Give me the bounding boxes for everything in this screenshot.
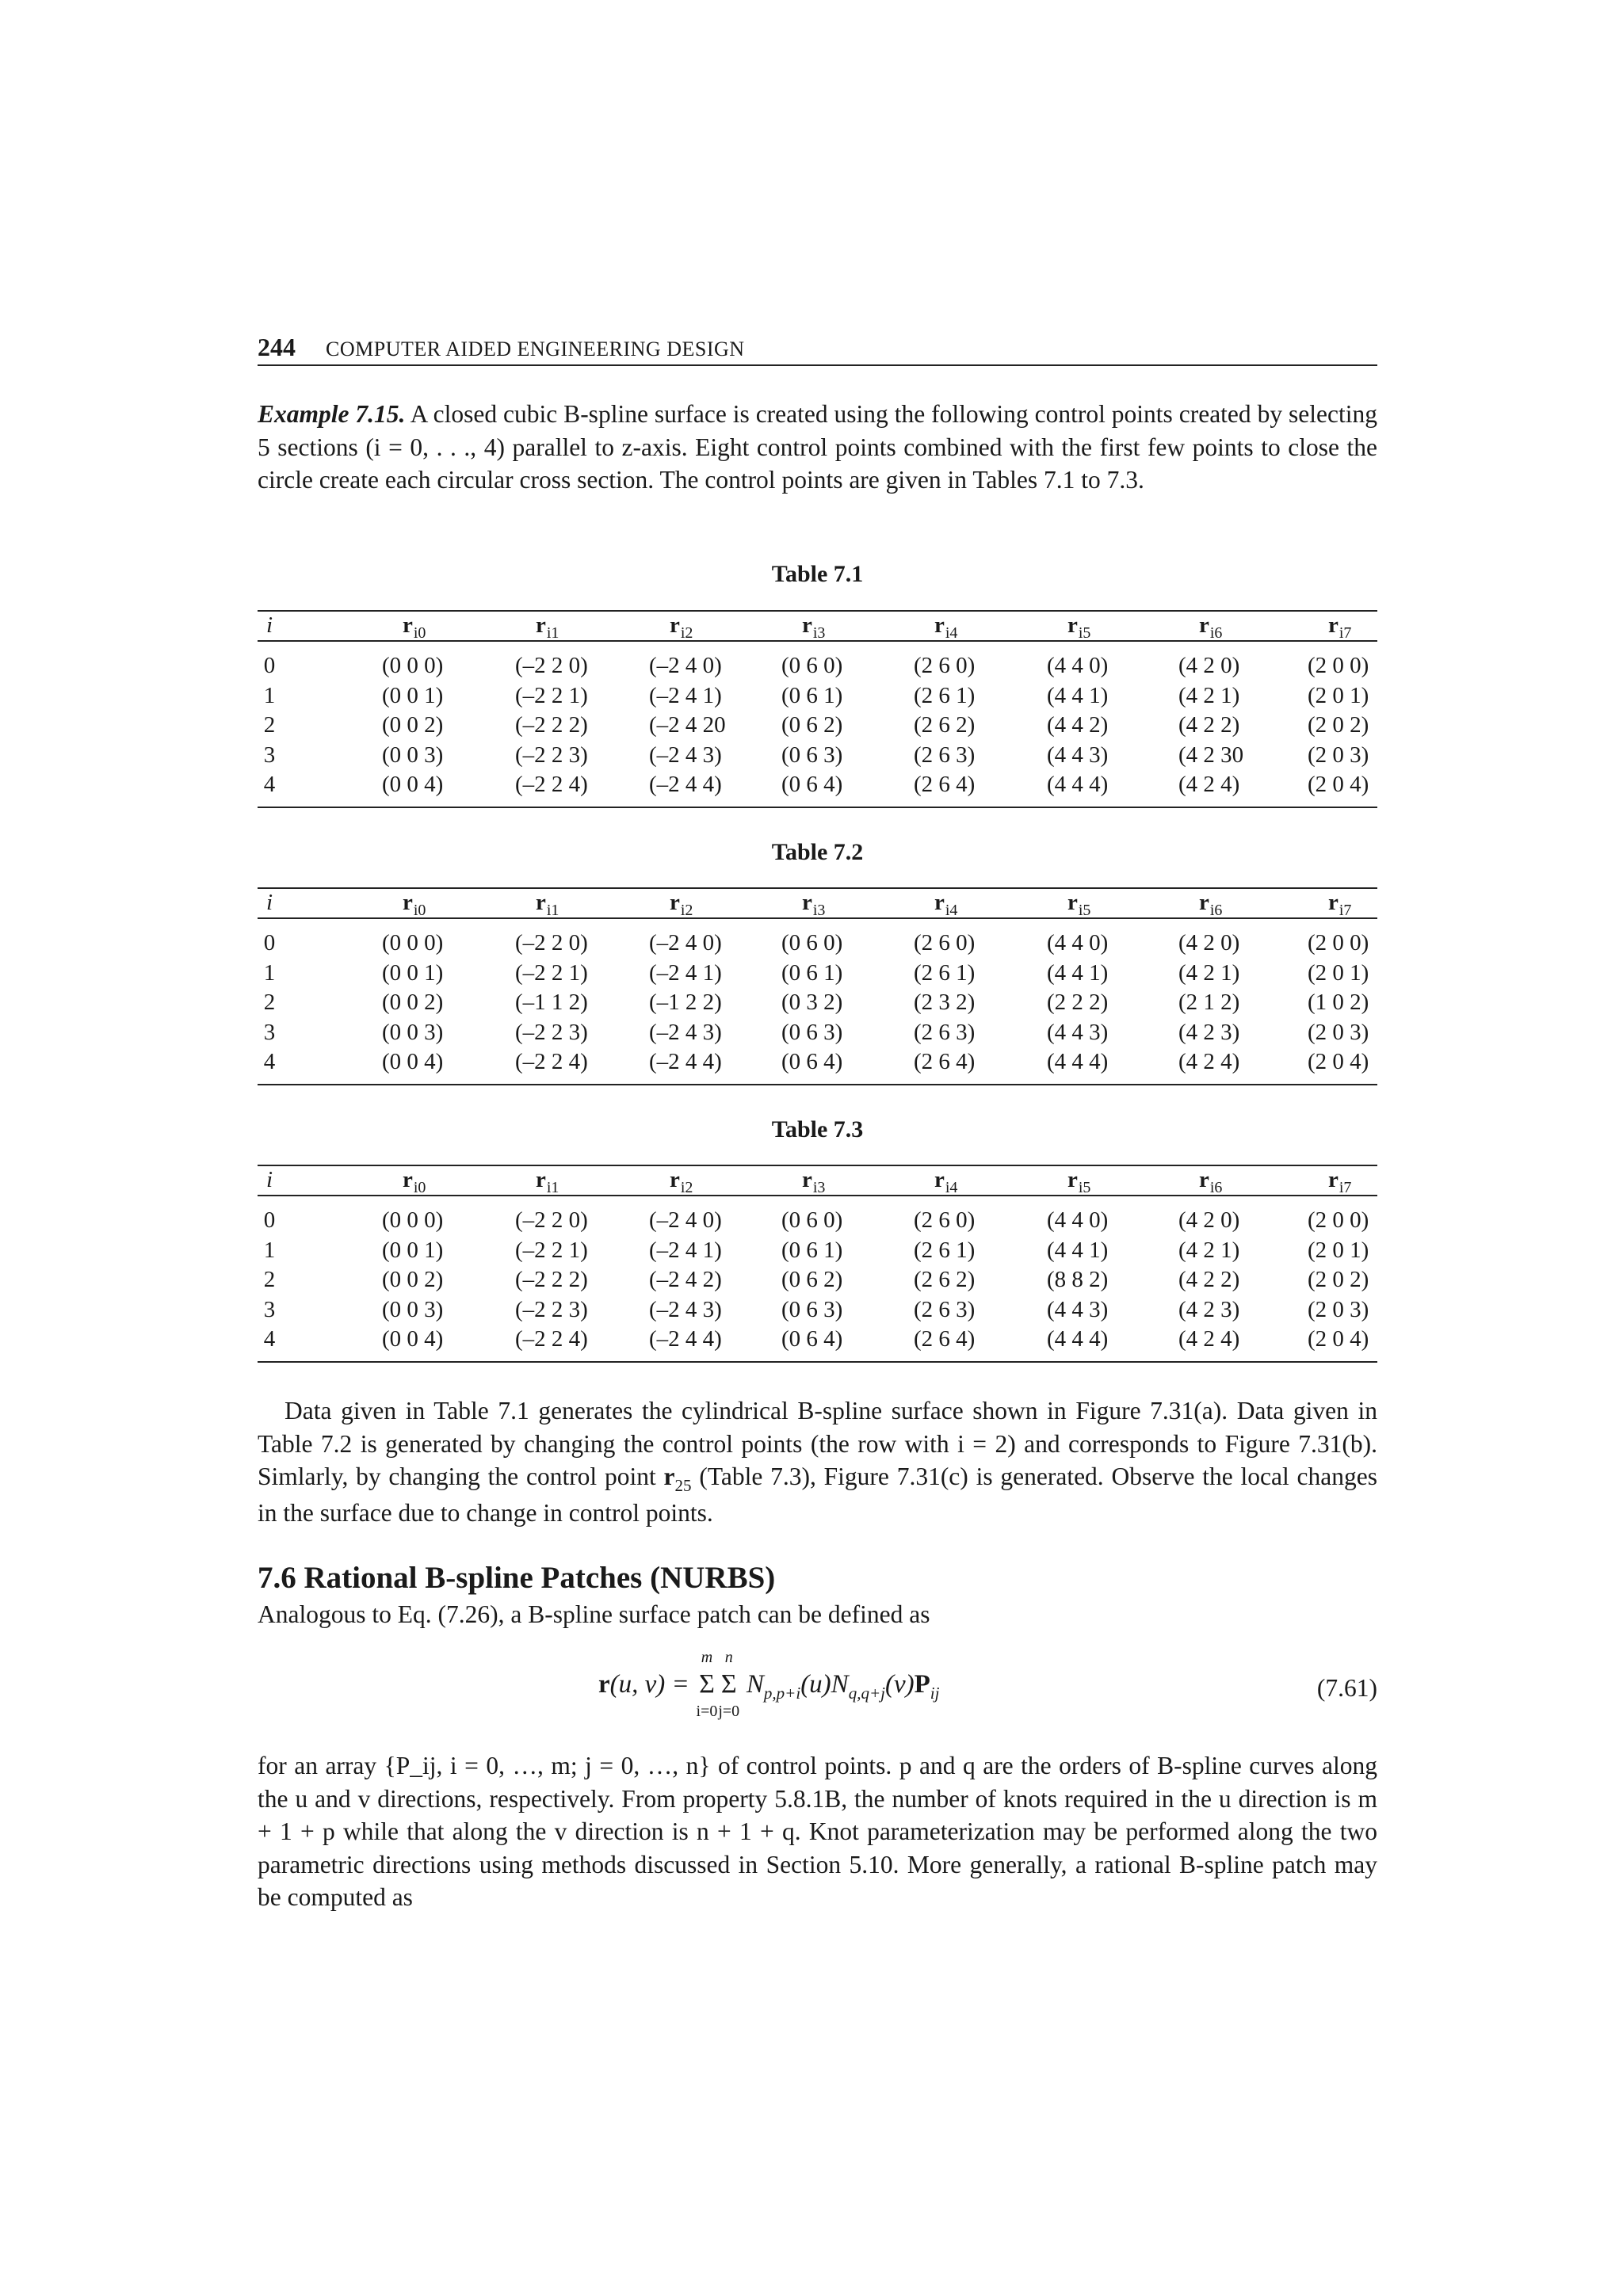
table-cell: (2 6 3) [914, 1296, 976, 1322]
table-cell: (4 4 0) [1047, 653, 1109, 678]
running-header [258, 333, 1377, 366]
section-intro: Analogous to Eq. (7.26), a B-spline surface patch can be defined as [258, 1600, 930, 1628]
table-cell: (–2 2 0) [515, 1207, 588, 1233]
closing-line-1: for an array {P_ij, i = 0, …, m; j = 0, …, n} of control points. p and q are the orders of B-spline curves [258, 1752, 1315, 1779]
table-cell: (0 0 0) [382, 1207, 444, 1233]
table-cell: (–2 4 4) [649, 772, 722, 797]
discussion-line-3: to Figure 7.31(b). Simlarly, by changing the control point $r_{25}$ (Table 7.3), Figure 7.31(c) is generated. [258, 1429, 1377, 1495]
closing-line-2: along the u and v directions, respectively. From property 5.8.1B, the number of knots required in the [258, 1752, 1377, 1813]
table-cell: (2 1 2) [1178, 990, 1240, 1015]
discussion-line-2: given in Table 7.2 is generated by changing the control points (the row with i = 2) and corresponds [258, 1397, 1377, 1458]
table-cell: (2 6 3) [914, 1019, 976, 1045]
table-row [258, 683, 1377, 713]
table-cell: (0 3 2) [781, 990, 843, 1015]
table-cell: (0 6 4) [781, 772, 843, 797]
table-cell: (–2 4 3) [649, 1296, 722, 1322]
table-cell: (2 6 0) [914, 930, 976, 955]
header-cell-r: $r_{i6}$ [1199, 612, 1223, 642]
table-cell: (–2 4 1) [649, 959, 722, 986]
table-cell: (–2 2 3) [515, 1296, 588, 1322]
table-cell: (0 6 3) [781, 742, 843, 768]
page-number: 244 [258, 333, 296, 361]
discussion-paragraph [258, 1394, 1377, 1529]
table-cell: (4 2 30 [1178, 742, 1244, 768]
table-caption: Table 7.2 [771, 839, 864, 865]
table-cell: (4 2 0) [1178, 653, 1240, 678]
header-cell-i: i [265, 1167, 273, 1192]
table-cell: (2 0 1) [1308, 959, 1369, 986]
table-cell: (4 4 2) [1047, 712, 1109, 738]
table-cell: (–2 4 2) [649, 1267, 722, 1292]
header-cell-r: $r_{i1}$ [536, 1167, 559, 1196]
table-cell: (4 2 4) [1178, 1326, 1240, 1352]
table-row [258, 1267, 1377, 1297]
table-cell: (–2 2 0) [515, 653, 588, 678]
header-cell-r: $r_{i4}$ [934, 612, 958, 642]
table-cell: 3 [263, 1019, 276, 1045]
running-title: COMPUTER AIDED ENGINEERING DESIGN [326, 338, 745, 360]
example-lead: Example 7.15. [258, 400, 406, 428]
table-cell: (–2 4 1) [649, 682, 722, 708]
table-cell: (–2 4 3) [649, 742, 722, 768]
table-row [258, 712, 1377, 742]
header-cell-r: $r_{i3}$ [802, 890, 826, 919]
table-cell: (0 6 3) [781, 1296, 843, 1322]
table-cell: (2 6 0) [914, 1207, 976, 1233]
table-cell: (4 4 0) [1047, 930, 1109, 955]
table-cell: (4 2 1) [1178, 959, 1240, 986]
table-cell: (–2 4 4) [649, 1049, 722, 1074]
example-line-2: by selecting 5 sections (i = 0, . . ., 4) parallel to z-axis. Eight control points combined with the first [258, 400, 1378, 461]
table-cell: (2 0 0) [1308, 930, 1369, 955]
table-cell: (0 0 3) [382, 1296, 444, 1322]
table-cell: 0 [263, 930, 276, 955]
table-cell: (0 6 4) [781, 1049, 843, 1074]
table-cell: (4 2 0) [1178, 930, 1240, 955]
header-cell-r: $r_{i3}$ [802, 612, 826, 642]
header-cell-r: $r_{i4}$ [934, 1167, 958, 1196]
table-cell: (4 4 3) [1047, 1296, 1109, 1322]
discussion-line-4: Observe the local changes in the surface due to change in control points. [258, 1463, 1377, 1527]
table-cell: (0 6 0) [781, 930, 843, 955]
table-cell: (0 0 3) [382, 742, 444, 768]
table-cell: 1 [263, 682, 276, 708]
summation-i: m Σ i=0 [696, 1649, 718, 1720]
example-paragraph [258, 398, 1377, 497]
table-cell: (–2 4 0) [649, 1207, 722, 1233]
equation-number: (7.61) [1316, 1674, 1377, 1702]
table-cell: 1 [263, 1237, 276, 1263]
header-cell-r: $r_{i1}$ [536, 612, 559, 642]
table-cell: (–2 4 4) [649, 1326, 722, 1352]
table-cell: (0 0 1) [382, 959, 444, 986]
table-cell: (0 6 1) [781, 959, 843, 986]
header-cell-r: $r_{i7}$ [1328, 1167, 1352, 1196]
table-cell: (–2 2 2) [515, 1267, 588, 1292]
table-cell: (4 4 0) [1047, 1207, 1109, 1233]
table-cell: 3 [263, 1296, 276, 1322]
table-row [258, 990, 1377, 1020]
table-row [258, 1207, 1377, 1238]
table-cell: (1 0 2) [1308, 990, 1369, 1015]
table-cell: (2 6 3) [914, 742, 976, 768]
table-cell: (0 6 0) [781, 653, 843, 678]
table-row [258, 742, 1377, 772]
header-cell-r: $r_{i6}$ [1199, 890, 1223, 919]
table-cell: (0 0 2) [382, 990, 444, 1015]
table-cell: (–1 1 2) [515, 990, 588, 1015]
header-cell-r: $r_{i7}$ [1328, 890, 1352, 919]
table-cell: (0 6 4) [781, 1326, 843, 1352]
table-cell: (0 6 3) [781, 1019, 843, 1045]
table-cell: 2 [263, 1267, 276, 1292]
data-table [258, 610, 1377, 808]
table-cell: (–2 2 1) [515, 682, 588, 708]
table-body [258, 1196, 1377, 1363]
table-header-row [258, 887, 1377, 919]
table-cell: (0 0 2) [382, 1267, 444, 1292]
table-body [258, 642, 1377, 808]
table-cell: (0 0 3) [382, 1019, 444, 1045]
table-cell: 3 [263, 742, 276, 768]
table-cell: (2 0 3) [1308, 1019, 1369, 1045]
table-cell: (2 6 4) [914, 1326, 976, 1352]
table-cell: (–2 2 4) [515, 1326, 588, 1352]
header-cell-r: $r_{i1}$ [536, 890, 559, 919]
header-cell-r: $r_{i0}$ [403, 612, 426, 642]
table-cell: (–1 2 2) [649, 990, 722, 1015]
header-cell-r: $r_{i5}$ [1067, 890, 1091, 919]
table-cell: (4 4 4) [1047, 1049, 1109, 1074]
table-cell: (8 8 2) [1047, 1267, 1109, 1292]
table-cell: (2 6 2) [914, 712, 976, 738]
data-table [258, 887, 1377, 1085]
table-cell: (2 2 2) [1047, 990, 1109, 1015]
table-cell: (–2 2 4) [515, 772, 588, 797]
example-line-4: Tables 7.1 to 7.3. [972, 466, 1144, 494]
table-cell: (–2 2 3) [515, 742, 588, 768]
table-cell: (0 0 2) [382, 712, 444, 738]
table-cell: (2 0 0) [1308, 1207, 1369, 1233]
table-cell: (2 0 1) [1308, 682, 1369, 708]
table-caption: Table 7.3 [771, 1116, 864, 1142]
table-cell: (0 6 1) [781, 682, 843, 708]
closing-line-5: a rational B-spline patch may be computed as [258, 1850, 1377, 1911]
table-cell: (2 6 4) [914, 1049, 976, 1074]
table-cell: (–2 4 0) [649, 653, 722, 678]
table-header-row [258, 610, 1377, 642]
table-cell: (4 4 4) [1047, 772, 1109, 797]
closing-line-3: u direction is m + 1 + p while that along the v direction is n + 1 + q. Knot parameterization may be [258, 1784, 1377, 1845]
table-cell: (4 2 4) [1178, 1049, 1240, 1074]
table-row [258, 1326, 1377, 1356]
table-cell: (2 6 0) [914, 653, 976, 678]
table-cell: (4 4 1) [1047, 959, 1109, 986]
table-cell: 4 [263, 772, 276, 797]
table-cell: (2 0 3) [1308, 1296, 1369, 1322]
table-cell: (4 2 1) [1178, 682, 1240, 708]
table-cell: (4 4 1) [1047, 1237, 1109, 1263]
table-cell: (–2 4 0) [649, 930, 722, 955]
table-cell: 4 [263, 1326, 276, 1352]
header-cell-r: $r_{i5}$ [1067, 612, 1091, 642]
header-cell-r: $r_{i0}$ [403, 1167, 426, 1196]
table-cell: (2 0 2) [1308, 712, 1369, 738]
equation-expression: r(u, v) = m Σ i=0 n Σ j=0 $N_{p,p+i}(u)N_{q,q+j}(v)P_{ij}$ [598, 1649, 940, 1720]
header-cell-r: $r_{i2}$ [670, 612, 693, 642]
table-cell: (–2 2 4) [515, 1049, 588, 1074]
example-line-1: A closed cubic B-spline surface is created using the following control points created [410, 400, 1251, 428]
table-cell: (2 0 1) [1308, 1237, 1369, 1263]
table-cell: (0 0 0) [382, 930, 444, 955]
table-cell: (–2 2 3) [515, 1019, 588, 1045]
table-cell: (2 0 3) [1308, 742, 1369, 768]
table-cell: (4 4 3) [1047, 1019, 1109, 1045]
table-cell: (0 6 2) [781, 1267, 843, 1292]
table-cell: 1 [263, 959, 276, 986]
table-cell: (4 4 4) [1047, 1326, 1109, 1352]
table-cell: (2 3 2) [914, 990, 976, 1015]
summation-j: n Σ j=0 [718, 1649, 740, 1720]
equation-7-61 [258, 1649, 1377, 1723]
table-cell: (4 2 3) [1178, 1019, 1240, 1045]
table-cell: (–2 4 3) [649, 1019, 722, 1045]
table-cell: (0 0 0) [382, 653, 444, 678]
table-row [258, 1238, 1377, 1268]
table-cell: (2 0 4) [1308, 1326, 1369, 1352]
table-cell: (4 2 2) [1178, 712, 1240, 738]
table-cell: (4 2 1) [1178, 1237, 1240, 1263]
header-cell-i: i [265, 890, 273, 915]
table-row [258, 772, 1377, 802]
table-row [258, 653, 1377, 683]
table-cell: (4 4 3) [1047, 742, 1109, 768]
table-row [258, 1020, 1377, 1050]
table-cell: 0 [263, 1207, 276, 1233]
table-cell: (–2 2 0) [515, 930, 588, 955]
table-cell: 2 [263, 712, 276, 738]
table-cell: (2 0 4) [1308, 1049, 1369, 1074]
table-cell: (2 6 1) [914, 682, 976, 708]
table-row [258, 1049, 1377, 1079]
header-cell-r: $r_{i4}$ [934, 890, 958, 919]
header-cell-r: $r_{i3}$ [802, 1167, 826, 1196]
table-cell: (0 6 1) [781, 1237, 843, 1263]
table-cell: (4 4 1) [1047, 682, 1109, 708]
table-cell: (0 0 1) [382, 1237, 444, 1263]
section-heading: 7.6 Rational B-spline Patches (NURBS) [258, 1561, 776, 1595]
table-cell: 2 [263, 990, 276, 1015]
closing-line-4: performed along the two parametric directions using methods discussed in Section 5.10. More generally, [258, 1817, 1377, 1878]
table-cell: (4 2 3) [1178, 1296, 1240, 1322]
table-cell: (0 6 0) [781, 1207, 843, 1233]
table-cell: (4 2 4) [1178, 772, 1240, 797]
header-cell-r: $r_{i6}$ [1199, 1167, 1223, 1196]
table-cell: (4 2 0) [1178, 1207, 1240, 1233]
table-cell: (2 6 4) [914, 772, 976, 797]
table-caption: Table 7.1 [771, 561, 864, 587]
table-cell: (2 0 2) [1308, 1267, 1369, 1292]
data-table [258, 1165, 1377, 1363]
header-cell-r: $r_{i0}$ [403, 890, 426, 919]
table-cell: (0 6 2) [781, 712, 843, 738]
table-row [258, 960, 1377, 990]
closing-paragraph [258, 1749, 1377, 1914]
table-cell: (2 0 4) [1308, 772, 1369, 797]
table-body [258, 919, 1377, 1085]
header-cell-r: $r_{i7}$ [1328, 612, 1352, 642]
table-cell: (4 2 2) [1178, 1267, 1240, 1292]
table-cell: 0 [263, 653, 276, 678]
table-row [258, 930, 1377, 960]
table-cell: (2 6 2) [914, 1267, 976, 1292]
discussion-line-1: Data given in Table 7.1 generates the cylindrical B-spline surface shown in Figure 7.31(a). Data [285, 1397, 1285, 1425]
table-cell: (0 0 4) [382, 1326, 444, 1352]
table-header-row [258, 1165, 1377, 1196]
table-cell: (–2 2 1) [515, 1237, 588, 1263]
table-cell: (0 0 4) [382, 1049, 444, 1074]
table-cell: (2 6 1) [914, 959, 976, 986]
table-cell: (–2 2 2) [515, 712, 588, 738]
header-cell-r: $r_{i5}$ [1067, 1167, 1091, 1196]
table-cell: (–2 4 1) [649, 1237, 722, 1263]
header-cell-i: i [265, 612, 273, 638]
table-cell: (0 0 1) [382, 682, 444, 708]
table-cell: (–2 4 20 [649, 712, 726, 738]
example-line-3: few points to close the circle create each circular cross section. The control points are given in [258, 433, 1377, 494]
table-cell: (2 6 1) [914, 1237, 976, 1263]
table-cell: (–2 2 1) [515, 959, 588, 986]
header-cell-r: $r_{i2}$ [670, 1167, 693, 1196]
table-row [258, 1297, 1377, 1327]
header-cell-r: $r_{i2}$ [670, 890, 693, 919]
table-cell: (2 0 0) [1308, 653, 1369, 678]
table-cell: 4 [263, 1049, 276, 1074]
table-cell: (0 0 4) [382, 772, 444, 797]
